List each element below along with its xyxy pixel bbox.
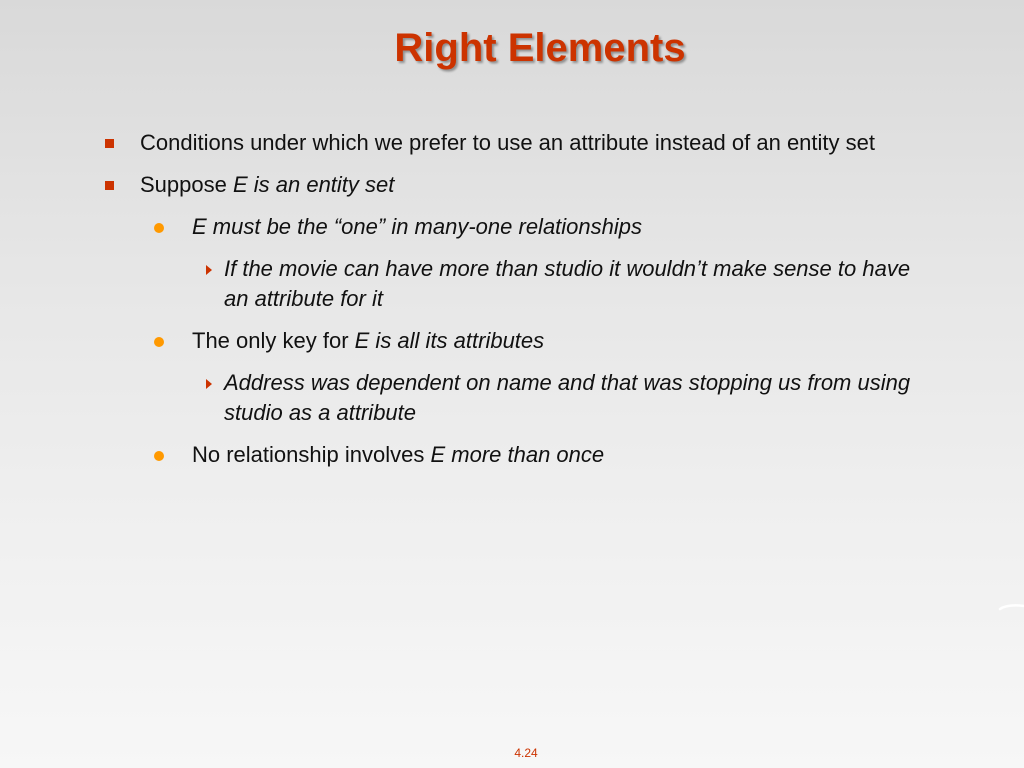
slide-title: Right Elements: [394, 26, 686, 70]
bullet-item: [100, 326, 940, 356]
dot-bullet-icon: [154, 223, 164, 233]
slide-number: 4.24: [514, 746, 538, 760]
edge-swoosh-icon: [998, 604, 1024, 612]
triangle-bullet-icon: [206, 265, 212, 275]
bullet-item: [100, 170, 940, 200]
bullet-item: [100, 212, 940, 242]
square-bullet-icon: [105, 139, 114, 148]
bullet-text-italic: E more than once: [430, 442, 605, 467]
bullet-text: No relationship involves: [192, 442, 431, 467]
dot-bullet-icon: [154, 337, 164, 347]
bullet-text: The only key for: [192, 328, 355, 353]
bullet-text-italic: If the movie can have more than studio it wouldn’t make sense to have an attribute for it: [224, 256, 911, 311]
bullet-text: Suppose: [140, 172, 233, 197]
bullet-text: Conditions under which we prefer to use an attribute instead of an entity set: [140, 130, 875, 155]
bullet-text-italic: Address was dependent on name and that was stopping us from using studio as a attribute: [224, 370, 911, 425]
square-bullet-icon: [105, 181, 114, 190]
bullet-text-italic: E is all its attributes: [354, 328, 545, 353]
bullet-text-italic: E is an entity set: [232, 172, 395, 197]
bullet-item: [100, 254, 940, 314]
bullet-text-italic: E must be the “one” in many-one relationships: [192, 214, 643, 239]
bullet-item: [100, 368, 940, 428]
bullet-item: [100, 128, 940, 158]
triangle-bullet-icon: [206, 379, 212, 389]
bullet-list: [100, 128, 940, 482]
bullet-item: [100, 440, 940, 470]
dot-bullet-icon: [154, 451, 164, 461]
